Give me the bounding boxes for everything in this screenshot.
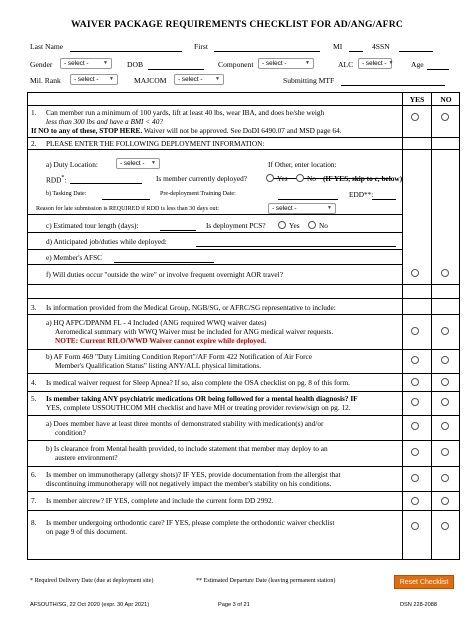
q3-heading: Is information provided from the Medical Group, NGB/SG, or AFRC/SG representative to include: xyxy=(46,303,336,312)
component-label: Component xyxy=(218,60,254,69)
ssn-label: 4SSN xyxy=(372,42,390,51)
q6-line1: Is member on immunotherapy (allergy shots)? IF YES, provide documentation from the allergist that xyxy=(46,470,341,479)
alc-label: ALC xyxy=(338,60,354,69)
chevron-down-icon: ▼ xyxy=(388,60,394,66)
mi-field[interactable] xyxy=(349,43,363,52)
q8-number: 8. xyxy=(31,518,37,527)
late-reason-label: Reason for late submission is REQUIRED if RDD is less than 30 days out: xyxy=(36,206,219,212)
q8-line2: on page 9 of this document. xyxy=(46,527,128,536)
late-reason-select[interactable]: - select - ▼ xyxy=(268,203,336,214)
q8-yes-radio[interactable] xyxy=(411,522,419,530)
q3a-no-radio[interactable] xyxy=(441,327,449,335)
q5a-no-radio[interactable] xyxy=(441,422,449,430)
q6-number: 6. xyxy=(31,470,37,479)
age-label: Age xyxy=(411,60,424,69)
q3b-no-radio[interactable] xyxy=(441,356,449,364)
q8-no-radio[interactable] xyxy=(441,522,449,530)
q7-text: Is member aircrew? IF YES, complete and include the current form DD 2992. xyxy=(46,496,274,505)
last-name-field[interactable] xyxy=(70,43,182,52)
q5b-no-radio[interactable] xyxy=(441,448,449,456)
deployed-yes-label: Yes xyxy=(277,174,288,183)
q6-line2: discontinuing immunotherapy will not negatively impact the member's stability on his conditions. xyxy=(46,479,332,488)
edd-label: EDD**: xyxy=(349,190,374,199)
q5-line1: Is member taking ANY psychiatric medications OR being followed for a mental health diagnosis? IF xyxy=(46,394,358,403)
q3a-line2: Aeromedical summary with WWQ Waiver must be included for ANG medical waiver requests. xyxy=(55,327,334,336)
q4-no-radio[interactable] xyxy=(441,378,449,386)
q7-number: 7. xyxy=(31,496,37,505)
gender-select[interactable]: - select - ▼ xyxy=(60,58,112,69)
rdd-label: RDD*: xyxy=(46,175,67,185)
mil-rank-label: Mil. Rank xyxy=(30,76,61,85)
q2f-no-radio[interactable] xyxy=(441,269,449,277)
dob-label: DOB xyxy=(127,60,144,69)
edd-field[interactable] xyxy=(372,191,396,200)
yes-column-header: YES xyxy=(409,95,425,104)
job-duties-field[interactable] xyxy=(196,238,396,247)
majcom-select[interactable]: - select - ▼ xyxy=(174,74,224,85)
edd-footnote: ** Estimated Departure Date (leaving permanent station) xyxy=(196,578,336,584)
deployed-no-radio[interactable] xyxy=(296,174,304,182)
q1-number: 1. xyxy=(31,108,37,117)
q6-yes-radio[interactable] xyxy=(411,474,419,482)
pcs-yes-label: Yes xyxy=(289,221,300,230)
tour-length-label: c) Estimated tour length (days): xyxy=(46,221,139,230)
q1-line1: Can member run a minimum of 100 yards, lift at least 40 lbs, wear IBA, and does he/she weigh xyxy=(46,108,325,117)
q4-yes-radio[interactable] xyxy=(411,378,419,386)
rdd-field[interactable] xyxy=(70,175,142,184)
duty-location-select[interactable]: - select - ▼ xyxy=(116,158,160,169)
q5a-line2: condition? xyxy=(55,428,86,437)
deployed-yes-radio[interactable] xyxy=(266,174,274,182)
q5-number: 5. xyxy=(31,394,37,403)
job-duties-label: d) Anticipated job/duties while deployed: xyxy=(46,237,167,246)
chevron-down-icon: ▼ xyxy=(305,60,310,66)
rdd-footnote: * Required Delivery Date (due at deployment site) xyxy=(30,578,154,584)
other-location-label: If Other, enter location: xyxy=(268,160,337,169)
q7-yes-radio[interactable] xyxy=(411,497,419,505)
q4-text: Is medical waiver request for Sleep Apnea? If so, also complete the OSA checklist on pg. 8 of this form. xyxy=(46,378,350,387)
q1-yes-radio[interactable] xyxy=(411,113,419,121)
q3b-yes-radio[interactable] xyxy=(411,356,419,364)
chevron-down-icon: ▼ xyxy=(327,205,332,211)
alc-select[interactable]: - select - ▼ xyxy=(358,58,392,69)
pcs-no-label: No xyxy=(319,221,328,230)
reset-checklist-button[interactable]: Reset Checklist xyxy=(394,575,454,589)
tasking-date-field[interactable] xyxy=(102,191,150,200)
deployed-skip-note: (IF YES, skip to c, below) xyxy=(323,174,403,183)
chevron-down-icon: ▼ xyxy=(103,60,108,66)
q2f-yes-radio[interactable] xyxy=(411,269,419,277)
afsc-field[interactable] xyxy=(114,254,214,263)
tasking-date-label: b) Tasking Date: xyxy=(46,191,87,197)
q6-no-radio[interactable] xyxy=(441,474,449,482)
page-title: WAIVER PACKAGE REQUIREMENTS CHECKLIST FOR AD/ANG/AFRC xyxy=(71,19,403,30)
submitting-mtf-field[interactable] xyxy=(341,77,445,86)
dob-field[interactable] xyxy=(148,61,204,70)
footer-dsn: DSN 228-2088 xyxy=(400,602,438,608)
deployed-no-label: No xyxy=(307,174,316,183)
tour-length-field[interactable] xyxy=(160,222,196,231)
afsc-label: e) Member's AFSC xyxy=(46,253,103,262)
q2-number: 2. xyxy=(31,139,37,148)
first-name-label: First xyxy=(194,42,208,51)
q5b-yes-radio[interactable] xyxy=(411,448,419,456)
q5b-line2: austere environment? xyxy=(55,453,118,462)
q5-line2: YES, complete USSOUTHCOM MH checklist and have MH or treating provider review/sign on pg. 12. xyxy=(46,403,351,412)
q8-line1: Is member undergoing orthodontic care? IF YES, please complete the orthodontic waiver checklist xyxy=(46,518,335,527)
q1-line2: less than 300 lbs and have a BMI < 40? xyxy=(46,117,163,126)
predeploy-date-label: Pre-deployment Training Date: xyxy=(160,191,236,197)
footer-left: AFSOUTH/SG, 22 Oct 2020 (expr. 30 Apr 2021) xyxy=(30,602,150,608)
component-select[interactable]: - select - ▼ xyxy=(258,58,314,69)
chevron-down-icon: ▼ xyxy=(151,160,156,166)
q3a-note: NOTE: Current RILO/WWD Waiver cannot expire while deployed. xyxy=(55,336,267,345)
q5-yes-radio[interactable] xyxy=(411,398,419,406)
mil-rank-select[interactable]: - select - ▼ xyxy=(70,74,118,85)
chevron-down-icon: ▼ xyxy=(215,76,220,82)
age-field[interactable] xyxy=(427,61,449,70)
no-column-header: NO xyxy=(440,95,452,104)
deployed-question: Is member currently deployed? xyxy=(156,174,247,183)
last-name-label: Last Name xyxy=(30,42,64,51)
pcs-question: Is deployment PCS? xyxy=(206,221,266,230)
q5-no-radio[interactable] xyxy=(441,398,449,406)
q3b-line1: b) AF Form 469 "Duty Limiting Condition Report"/AF Form 422 Notification of Air Force xyxy=(46,352,313,361)
submitting-mtf-label: Submitting MTF xyxy=(283,76,335,85)
q2-heading: PLEASE ENTER THE FOLLOWING DEPLOYMENT INFORMATION: xyxy=(46,139,265,148)
q3a-line1: a) HQ AFPC/DPANM FL - 4 Included (ANG required WWQ waiver dates) xyxy=(46,318,267,327)
q5b-line1: b) Is clearance from Mental health provided, to include statement that member may deploy to an xyxy=(46,444,328,453)
page-number: Page 3 of 21 xyxy=(218,602,250,608)
q1-line3: If NO to any of these, STOP HERE. Waiver will not be approved. See DoDI 6490.07 and MSD page 64. xyxy=(31,126,342,135)
pcs-yes-radio[interactable] xyxy=(278,221,286,229)
q3a-yes-radio[interactable] xyxy=(411,327,419,335)
first-name-field[interactable] xyxy=(214,43,320,52)
chevron-down-icon: ▼ xyxy=(109,76,114,82)
q1-no-radio[interactable] xyxy=(441,113,449,121)
predeploy-date-field[interactable] xyxy=(278,191,338,200)
q3b-line2: Member's Qualification Status" listing ANY/ALL physical limitations. xyxy=(55,361,262,370)
duty-location-label: a) Duty Location: xyxy=(46,160,98,169)
q3-number: 3. xyxy=(31,303,37,312)
mi-label: MI xyxy=(333,42,343,51)
pcs-no-radio[interactable] xyxy=(308,221,316,229)
q5a-yes-radio[interactable] xyxy=(411,422,419,430)
q4-number: 4. xyxy=(31,378,37,387)
gender-label: Gender xyxy=(30,60,53,69)
ssn-field[interactable] xyxy=(399,43,433,52)
majcom-label: MAJCOM xyxy=(134,76,167,85)
q5a-line1: a) Does member have at least three months of demonstrated stability with medication(s) and/or xyxy=(46,419,324,428)
outside-wire-question: f) Will duties occur "outside the wire" or involve frequent overnight AOR travel? xyxy=(46,270,283,279)
q7-no-radio[interactable] xyxy=(441,497,449,505)
